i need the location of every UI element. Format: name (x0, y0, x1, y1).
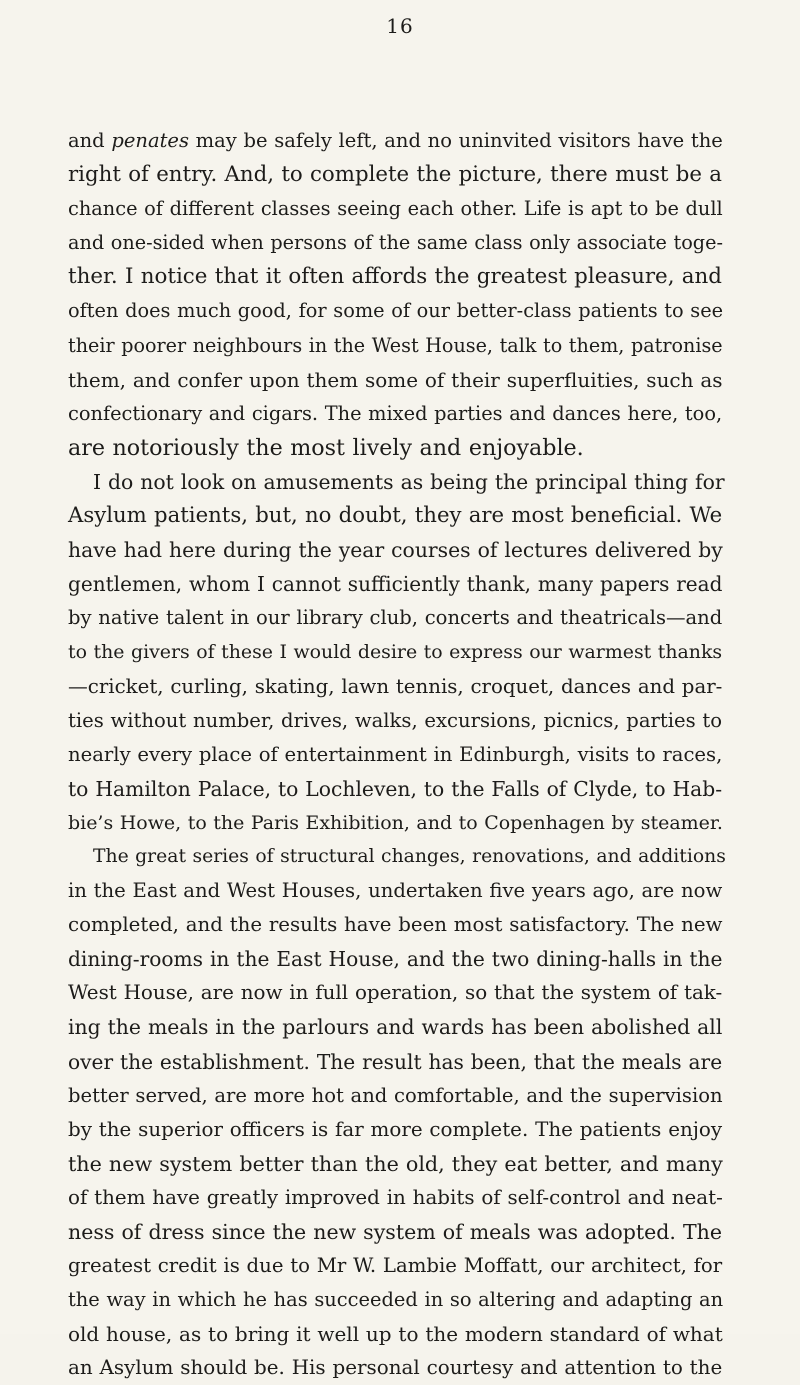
text-line: West House, are now in full operation, so that the system of tak- (68, 981, 723, 1005)
text-line: better served, are more hot and comfortable, and the supervision (68, 1083, 723, 1107)
text-line: greatest credit is due to Mr W. Lambie Moffatt, our architect, for (68, 1254, 723, 1278)
text-line: and one-sided when persons of the same class only associate toge- (68, 231, 723, 255)
paragraph (68, 840, 726, 1385)
text-line: ther. I notice that it often affords the greatest pleasure, and (68, 264, 722, 290)
text-line: by native talent in our library club, concerts and theatricals—and (68, 606, 723, 630)
text-line: often does much good, for some of our better-class patients to see (68, 299, 724, 323)
text-line (68, 124, 722, 158)
text-line: of them have greatly improved in habits of self-control and neat- (68, 1185, 723, 1209)
text-line: are notoriously the most lively and enjoyable. (68, 434, 584, 461)
italic-term: penates (111, 129, 189, 152)
text-line: ness of dress since the new system of meals was adopted. The (68, 1220, 722, 1244)
text-line: I do not look on amusements as being the principal thing for (93, 469, 725, 494)
text-line: have had here during the year courses of lectures delivered by (68, 538, 723, 563)
text-segment: and (68, 129, 112, 152)
body-text (68, 124, 726, 1385)
text-line: by the superior officers is far more complete. The patients enjoy (68, 1117, 723, 1141)
text-line: an Asylum should be. His personal courtesy and attention to the (68, 1356, 723, 1380)
text-line: old house, as to bring it well up to the modern standard of what (68, 1322, 723, 1347)
text-line: bie’s Howe, to the Paris Exhibition, and to Copenhagen by steamer. (68, 811, 723, 834)
paragraph (68, 124, 722, 465)
text-line: Asylum patients, but, no doubt, they are most beneficial. We (68, 503, 723, 529)
text-line: gentlemen, whom I cannot sufficiently thank, many papers read (68, 572, 723, 597)
text-line: The great series of structural changes, renovations, and additions (93, 845, 726, 867)
text-line: their poorer neighbours in the West House, talk to them, patronise (68, 333, 723, 357)
text-line: —cricket, curling, skating, lawn tennis, croquet, dances and par- (68, 674, 723, 698)
text-line: in the East and West Houses, undertaken five years ago, are now (68, 879, 723, 903)
text-line: right of entry. And, to complete the picture, there must be a (68, 162, 722, 188)
text-line: dining-rooms in the East House, and the two dining-halls in the (68, 947, 723, 972)
text-line: completed, and the results have been most satisfactory. The new (68, 913, 723, 937)
text-line: ties without number, drives, walks, excursions, picnics, parties to (68, 708, 722, 732)
text-line: the new system better than the old, they eat better, and many (68, 1151, 723, 1176)
text-line: them, and confer upon them some of their superfluities, such as (68, 367, 723, 392)
text-line: to the givers of these I would desire to express our warmest thanks (68, 641, 723, 664)
text-line: ing the meals in the parlours and wards has been abolished all (68, 1015, 723, 1040)
text-line: chance of different classes seeing each other. Life is apt to be dull (68, 197, 723, 221)
text-line: the way in which he has succeeded in so altering and adapting an (68, 1288, 724, 1312)
text-line: to Hamilton Palace, to Lochleven, to the Falls of Clyde, to Hab- (68, 776, 723, 801)
text-line: nearly every place of entertainment in Edinburgh, visits to races, (68, 742, 723, 766)
text-segment: may be safely left, and no uninvited visitors have the (188, 129, 723, 152)
paragraph (68, 465, 725, 840)
text-line: over the establishment. The result has been, that the meals are (68, 1049, 723, 1074)
page-number: 16 (386, 14, 414, 38)
text-line: confectionary and cigars. The mixed parties and dances here, too, (68, 401, 723, 425)
